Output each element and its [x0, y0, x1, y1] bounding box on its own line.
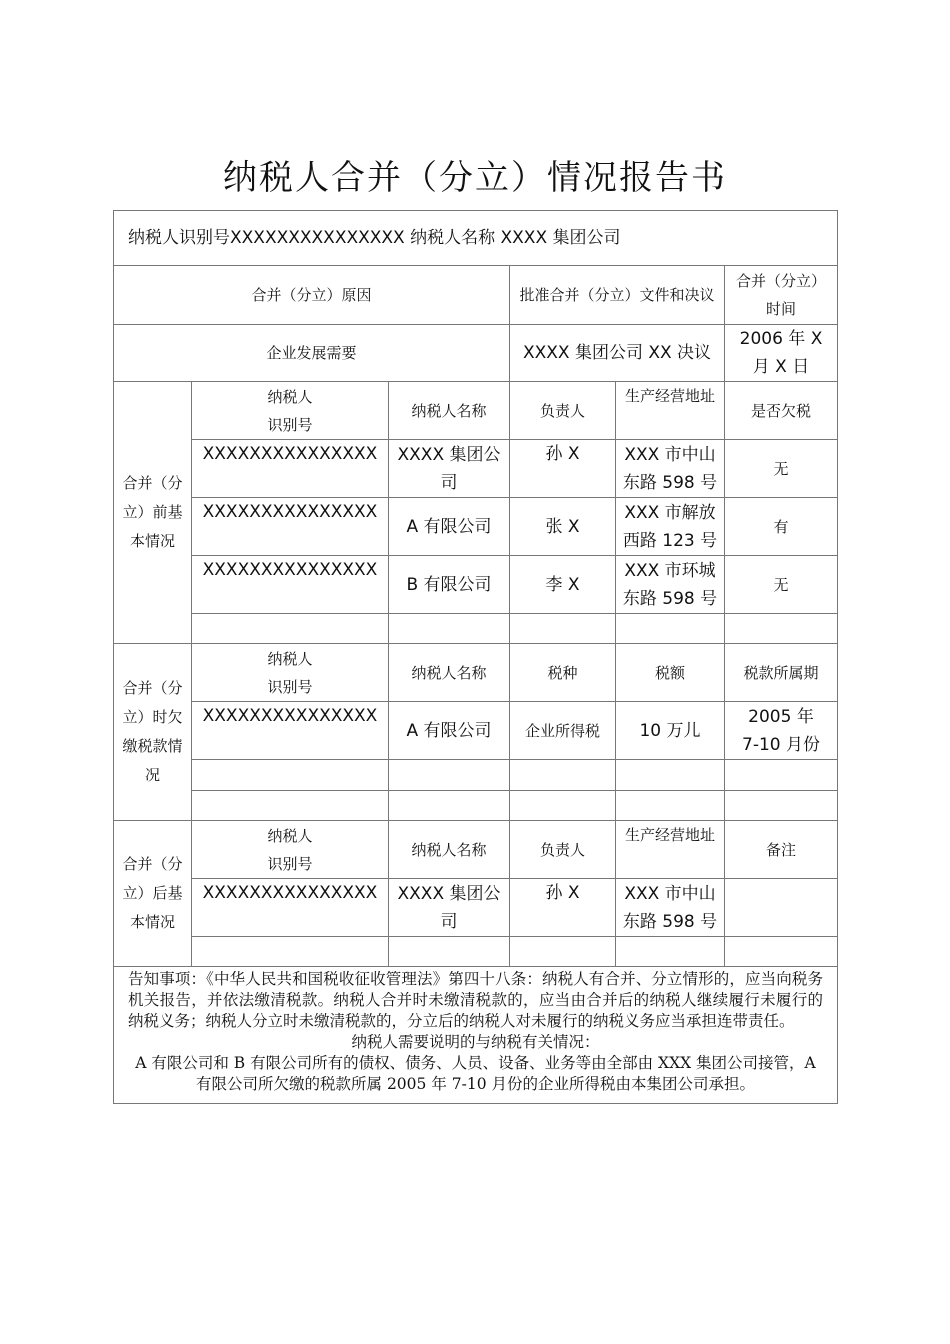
after-header-row [114, 821, 838, 879]
arrears-header-name: 纳税人名称 [389, 644, 510, 702]
before-header-row [114, 382, 838, 440]
table-row [114, 702, 838, 760]
id-value: XXXXXXXXXXXXXXX [230, 228, 405, 248]
before-addr: XXX 市中山东路 598 号 [616, 440, 725, 498]
after-addr: XXX 市中山东路 598 号 [616, 879, 725, 937]
header-row [114, 211, 838, 266]
after-person: 孙 X [510, 879, 616, 937]
before-header-person: 负责人 [510, 382, 616, 440]
id-label: 纳税人识别号 [128, 228, 230, 248]
before-id: XXXXXXXXXXXXXXX [192, 498, 389, 556]
arrears-id: XXXXXXXXXXXXXXX [192, 702, 389, 760]
before-person: 张 X [510, 498, 616, 556]
before-owe: 无 [725, 440, 838, 498]
time-value: 2006 年 X 月 X 日 [725, 325, 838, 382]
after-id: XXXXXXXXXXXXXXX [192, 879, 389, 937]
col-time-header: 合并（分立）时间 [725, 266, 838, 325]
arrears-header-row [114, 644, 838, 702]
reason-value: 企业发展需要 [114, 325, 510, 382]
notice-row [114, 967, 838, 1104]
before-addr: XXX 市解放西路 123 号 [616, 498, 725, 556]
before-addr: XXX 市环城东路 598 号 [616, 556, 725, 614]
after-header-person: 负责人 [510, 821, 616, 879]
before-id: XXXXXXXXXXXXXXX [192, 556, 389, 614]
before-id: XXXXXXXXXXXXXXX [192, 440, 389, 498]
notice-subheading: 纳税人需要说明的与纳税有关情况： [351, 1033, 600, 1051]
name-label: 纳税人名称 [410, 228, 496, 248]
after-name: XXXX 集团公司 [389, 879, 510, 937]
before-header-addr: 生产经营地址 [616, 382, 725, 440]
name-value: XXXX 集团公司 [500, 228, 621, 248]
after-header-id: 纳税人 识别号 [192, 821, 389, 879]
after-header-name: 纳税人名称 [389, 821, 510, 879]
empty-row [114, 760, 838, 791]
before-person: 孙 X [510, 440, 616, 498]
page-title: 纳税人合并（分立）情况报告书 [223, 158, 727, 198]
arrears-amount: 10 万儿 [616, 702, 725, 760]
notice-text: 告知事项：《中华人民共和国税收征收管理法》第四十八条：纳税人有合并、分立情形的，应当向税务机关报告，并依法缴清税款。纳税人合并时未缴清税款的，应当由合并后的纳税人继续履行未履行的纳税义务；纳税人分立时未缴清税款的，分立后的纳税人对未履行的纳税义务应当承担连带责任。 [128, 970, 824, 1030]
after-header-addr: 生产经营地址 [616, 821, 725, 879]
empty-row [114, 937, 838, 967]
empty-row [114, 791, 838, 821]
after-section-label: 合并（分立）后基本情况 [114, 821, 192, 967]
doc-value: XXXX 集团公司 XX 决议 [510, 325, 725, 382]
table-row [114, 440, 838, 498]
arrears-header-tax: 税种 [510, 644, 616, 702]
notice-cell [114, 967, 838, 1104]
before-header-id: 纳税人 识别号 [192, 382, 389, 440]
after-header-note: 备注 [725, 821, 838, 879]
before-owe: 无 [725, 556, 838, 614]
arrears-tax: 企业所得税 [510, 702, 616, 760]
arrears-section-label: 合并（分立）时欠缴税款情况 [114, 644, 192, 821]
before-name: A 有限公司 [389, 498, 510, 556]
before-person: 李 X [510, 556, 616, 614]
report-form [113, 210, 838, 1104]
before-header-owe: 是否欠税 [725, 382, 838, 440]
arrears-header-id: 纳税人 识别号 [192, 644, 389, 702]
before-name: B 有限公司 [389, 556, 510, 614]
table-row [114, 556, 838, 614]
empty-row [114, 614, 838, 644]
table-row [114, 879, 838, 937]
col-reason-header: 合并（分立）原因 [114, 266, 510, 325]
before-name: XXXX 集团公司 [389, 440, 510, 498]
notice-description: A 有限公司和 B 有限公司所有的债权、债务、人员、设备、业务等由全部由 XXX 集团公司接管，A 有限公司所欠缴的税款所属 2005 年 7-10 月份的企业所得税由本集团公司承担。 [135, 1054, 816, 1093]
arrears-name: A 有限公司 [389, 702, 510, 760]
col-doc-header: 批准合并（分立）文件和决议 [510, 266, 725, 325]
before-owe: 有 [725, 498, 838, 556]
merge-info-row [114, 325, 838, 382]
merge-info-header-row [114, 266, 838, 325]
after-note [725, 879, 838, 937]
header-cell [114, 211, 838, 266]
arrears-header-period: 税款所属期 [725, 644, 838, 702]
before-header-name: 纳税人名称 [389, 382, 510, 440]
before-section-label: 合并（分立）前基本情况 [114, 382, 192, 644]
table-row [114, 498, 838, 556]
arrears-period: 2005 年 7-10 月份 [725, 702, 838, 760]
arrears-header-amount: 税额 [616, 644, 725, 702]
